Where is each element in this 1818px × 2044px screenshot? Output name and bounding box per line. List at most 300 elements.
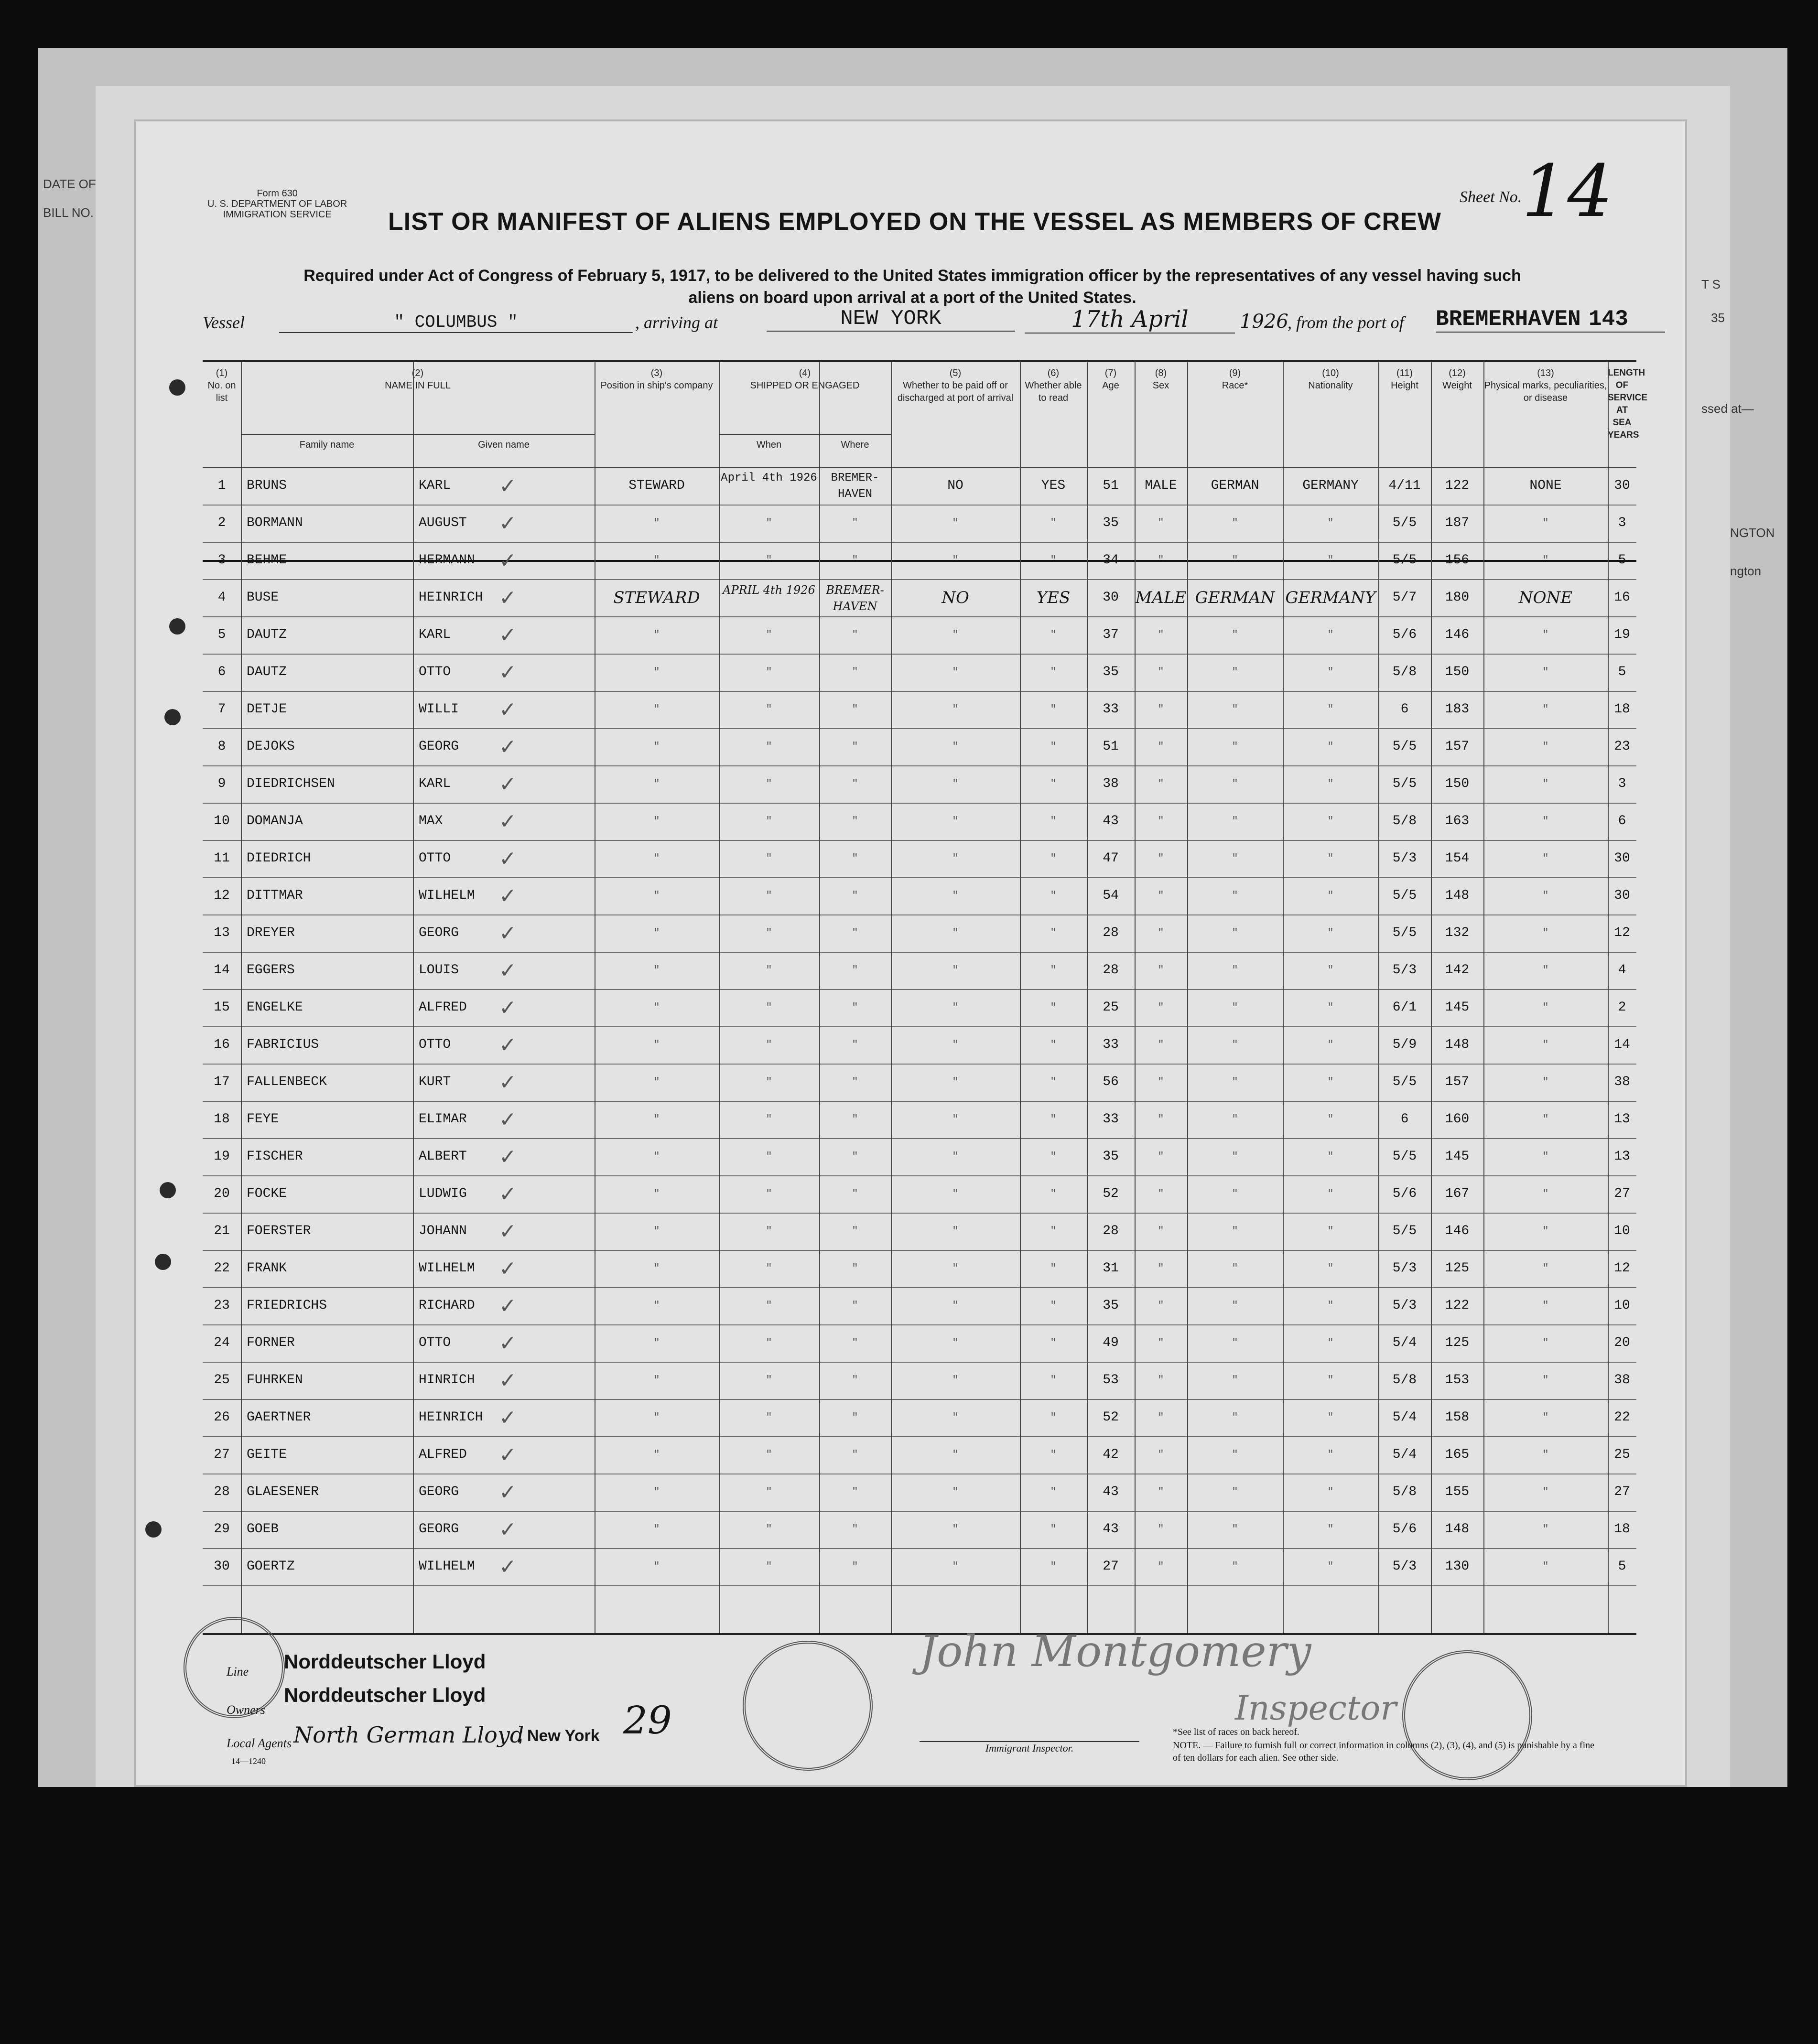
cell-race: " <box>1232 741 1238 753</box>
cell-weight: 154 <box>1445 851 1470 866</box>
cell-nationality: " <box>1327 1300 1334 1312</box>
column-title: Age <box>1102 380 1119 391</box>
check-mark-icon: ✓ <box>499 549 517 573</box>
shipped-subheader-rule <box>719 434 891 435</box>
cell-marks: " <box>1542 1337 1549 1349</box>
cell-family: FOCKE <box>247 1186 287 1201</box>
cell-race: " <box>1232 554 1238 566</box>
cell-position: " <box>653 1374 660 1386</box>
cell-given: LOUIS <box>419 963 459 978</box>
owners-label: Owners <box>227 1703 265 1717</box>
column-title: SHIPPED OR ENGAGED <box>750 380 860 391</box>
cell-nationality: GERMANY <box>1302 478 1359 493</box>
cell-sex: " <box>1158 554 1164 566</box>
margin-text-ts: T S <box>1701 277 1721 291</box>
cell-position: " <box>653 1337 660 1349</box>
cell-marks: " <box>1542 666 1549 678</box>
cell-height: 5/3 <box>1392 1261 1417 1276</box>
cell-service: 4 <box>1618 963 1626 978</box>
column-header-c14 <box>1608 367 1648 441</box>
check-mark-icon: ✓ <box>499 1257 517 1281</box>
cell-family: DEJOKS <box>247 739 295 754</box>
cell-read: " <box>1050 1374 1057 1386</box>
table-row <box>203 1175 1636 1214</box>
from-label: , from the port of <box>1288 313 1404 332</box>
cell-where: " <box>852 666 858 678</box>
cell-weight: 157 <box>1445 739 1470 754</box>
count-annotation: 29 <box>623 1698 672 1743</box>
cell-when: " <box>766 1039 772 1051</box>
cell-no: 10 <box>214 814 230 828</box>
cell-given: GEORG <box>419 1522 459 1537</box>
cell-nationality: " <box>1327 1523 1334 1535</box>
cell-position: " <box>653 517 660 529</box>
cell-nationality: " <box>1327 666 1334 678</box>
cell-service: 18 <box>1614 1522 1630 1537</box>
margin-text-35: 35 <box>1711 311 1725 325</box>
cell-no: 30 <box>214 1559 230 1574</box>
cell-nationality: " <box>1327 1039 1334 1051</box>
column-title: Race* <box>1222 380 1248 391</box>
cell-position: STEWARD <box>628 478 685 493</box>
cell-position: " <box>653 1076 660 1088</box>
punch-hole <box>169 379 185 396</box>
cell-family: FUHRKEN <box>247 1373 303 1388</box>
cell-paid: " <box>952 1337 959 1349</box>
cell-position: " <box>653 778 660 790</box>
form-department: U. S. DEPARTMENT OF LABOR <box>207 199 347 209</box>
check-mark-icon: ✓ <box>499 1294 517 1318</box>
cell-age: 43 <box>1103 1485 1119 1499</box>
cell-paid: " <box>952 517 959 529</box>
column-number: (10) <box>1322 368 1339 378</box>
table-row <box>203 914 1636 953</box>
cell-read: " <box>1050 1411 1057 1423</box>
cell-sex: " <box>1158 852 1164 864</box>
cell-age: 35 <box>1103 1298 1119 1313</box>
cell-nationality: " <box>1327 1001 1334 1013</box>
cell-height: 5/5 <box>1392 516 1417 530</box>
cell-height: 6/1 <box>1392 1000 1417 1015</box>
table-row <box>203 1399 1636 1437</box>
cell-read: " <box>1050 815 1057 827</box>
cell-sex: " <box>1158 927 1164 939</box>
cell-race: " <box>1232 629 1238 641</box>
cell-weight: 150 <box>1445 776 1470 791</box>
cell-race: " <box>1232 703 1238 715</box>
cell-family: GOEB <box>247 1522 279 1537</box>
subtitle-line-2: aliens on board upon arrival at a port of the United States. <box>688 289 1136 307</box>
cell-sex: " <box>1158 778 1164 790</box>
cell-family: FALLENBECK <box>247 1075 327 1089</box>
cell-position: " <box>653 1262 660 1274</box>
voyage-line <box>203 306 1636 341</box>
cell-weight: 155 <box>1445 1485 1470 1499</box>
cell-sex: " <box>1158 1337 1164 1349</box>
cell-race: " <box>1232 1188 1238 1200</box>
cell-position: " <box>653 1300 660 1312</box>
column-header-c2 <box>241 367 595 392</box>
cell-sex: " <box>1158 1113 1164 1125</box>
cell-race: " <box>1232 1411 1238 1423</box>
cell-race: " <box>1232 927 1238 939</box>
column-number: (8) <box>1155 368 1167 378</box>
subtitle-line-1: Required under Act of Congress of February 5, 1917, to be delivered to the United States immigration officer by the representatives of any vessel having such <box>303 267 1521 285</box>
cell-given: AUGUST <box>419 516 467 530</box>
column-header-c7 <box>1087 367 1135 392</box>
cell-paid: " <box>952 890 959 902</box>
cell-given: HINRICH <box>419 1373 475 1388</box>
cell-where: " <box>852 1449 858 1461</box>
column-rule <box>1608 362 1609 1633</box>
cell-nationality: " <box>1327 1151 1334 1162</box>
cell-marks: " <box>1542 1300 1549 1312</box>
cell-height: 5/8 <box>1392 1373 1417 1388</box>
cell-read: " <box>1050 1188 1057 1200</box>
table-row <box>203 1324 1636 1363</box>
cell-marks: " <box>1542 1039 1549 1051</box>
cell-family: FEYE <box>247 1112 279 1127</box>
cell-height: 5/5 <box>1392 1149 1417 1164</box>
column-title: Where <box>841 440 869 450</box>
cell-race: " <box>1232 1486 1238 1498</box>
cell-given: LUDWIG <box>419 1186 467 1201</box>
cell-when: " <box>766 1337 772 1349</box>
cell-when: " <box>766 1411 772 1423</box>
cell-read: YES <box>1041 478 1066 493</box>
cell-paid: " <box>952 703 959 715</box>
cell-position: " <box>653 1560 660 1572</box>
arriving-label: , arriving at <box>635 313 718 332</box>
cell-service: 30 <box>1614 851 1630 866</box>
cell-given: OTTO <box>419 1037 451 1052</box>
cell-nationality: " <box>1327 1262 1334 1274</box>
cell-sex: " <box>1158 1076 1164 1088</box>
cell-when: " <box>766 1188 772 1200</box>
column-number: (2) <box>411 368 424 378</box>
line-name: Norddeutscher Lloyd <box>284 1650 486 1673</box>
cell-family: GOERTZ <box>247 1559 295 1574</box>
column-header-c9 <box>1187 367 1283 392</box>
cell-position: " <box>653 815 660 827</box>
cell-paid: " <box>952 554 959 566</box>
cell-when: " <box>766 1001 772 1013</box>
cell-marks: " <box>1542 1188 1549 1200</box>
column-number: (13) <box>1537 368 1554 378</box>
cell-read: " <box>1050 1151 1057 1162</box>
cell-age: 47 <box>1103 851 1119 866</box>
cell-position: " <box>653 1039 660 1051</box>
cell-race: " <box>1232 815 1238 827</box>
cell-sex: " <box>1158 517 1164 529</box>
check-mark-icon: ✓ <box>499 1108 517 1132</box>
margin-text-washington-2: ngton <box>1730 564 1762 578</box>
cell-when: " <box>766 741 772 753</box>
column-rule <box>1483 362 1484 1633</box>
cell-position: " <box>653 1411 660 1423</box>
cell-height: 5/5 <box>1392 925 1417 940</box>
cell-no: 17 <box>214 1075 230 1089</box>
cell-no: 20 <box>214 1186 230 1201</box>
cell-age: 34 <box>1103 553 1119 568</box>
column-header-c4 <box>719 367 891 392</box>
sheet-number: 14 <box>1522 150 1613 233</box>
cell-height: 5/4 <box>1392 1447 1417 1462</box>
cell-no: 29 <box>214 1522 230 1537</box>
cell-where: " <box>852 1188 858 1200</box>
cell-paid: " <box>952 1411 959 1423</box>
cell-paid: " <box>952 1188 959 1200</box>
cell-service: 30 <box>1614 478 1630 493</box>
cell-when: " <box>766 629 772 641</box>
cell-nationality: " <box>1327 815 1334 827</box>
column-title: When <box>756 440 782 450</box>
cell-age: 53 <box>1103 1373 1119 1388</box>
check-mark-icon: ✓ <box>499 996 517 1020</box>
cell-where: BREMER-HAVEN <box>826 583 884 613</box>
cell-weight: 122 <box>1445 478 1470 493</box>
check-mark-icon: ✓ <box>499 1145 517 1169</box>
cell-where: " <box>852 964 858 976</box>
cell-marks: " <box>1542 703 1549 715</box>
cell-nationality: " <box>1327 629 1334 641</box>
cell-weight: 157 <box>1445 1075 1470 1089</box>
table-row <box>203 840 1636 878</box>
cell-read: " <box>1050 778 1057 790</box>
races-note: *See list of races on back hereof. <box>1173 1727 1299 1737</box>
punch-hole <box>155 1254 171 1270</box>
cell-height: 5/5 <box>1392 553 1417 568</box>
check-mark-icon: ✓ <box>499 772 517 796</box>
cell-height: 6 <box>1400 1112 1409 1127</box>
cell-height: 5/8 <box>1392 1485 1417 1499</box>
cell-service: 27 <box>1614 1186 1630 1201</box>
table-row <box>203 952 1636 990</box>
cell-given: HEINRICH <box>419 590 483 605</box>
table-row <box>203 1548 1636 1586</box>
cell-sex: " <box>1158 1486 1164 1498</box>
cell-given: WILHELM <box>419 1559 475 1574</box>
cell-age: 54 <box>1103 888 1119 903</box>
cell-when: " <box>766 703 772 715</box>
cell-paid: " <box>952 1076 959 1088</box>
cell-age: 28 <box>1103 1224 1119 1238</box>
column-header-c12 <box>1431 367 1483 392</box>
cell-service: 16 <box>1614 590 1630 605</box>
table-row <box>203 1026 1636 1065</box>
cell-weight: 180 <box>1445 590 1470 605</box>
cell-nationality: " <box>1327 1188 1334 1200</box>
cell-family: BORMANN <box>247 516 303 530</box>
table-row <box>203 803 1636 841</box>
agents-label: Local Agents <box>227 1736 292 1750</box>
cell-service: 12 <box>1614 925 1630 940</box>
column-number: (5) <box>949 368 962 378</box>
cell-service: 14 <box>1614 1037 1630 1052</box>
cell-where: " <box>852 1523 858 1535</box>
cell-sex: " <box>1158 1151 1164 1162</box>
column-title: No. on list <box>207 380 236 403</box>
cell-marks: " <box>1542 1411 1549 1423</box>
cell-marks: " <box>1542 1151 1549 1162</box>
cell-no: 1 <box>217 478 226 493</box>
punch-hole <box>164 709 181 725</box>
cell-height: 5/9 <box>1392 1037 1417 1052</box>
cell-height: 4/11 <box>1388 478 1421 493</box>
cell-race: " <box>1232 1225 1238 1237</box>
table-row <box>203 654 1636 692</box>
table-row <box>203 691 1636 729</box>
cell-no: 4 <box>217 590 226 605</box>
column-header-c13 <box>1483 367 1608 404</box>
cell-paid: " <box>952 1523 959 1535</box>
cell-sex: " <box>1158 1411 1164 1423</box>
cell-when: " <box>766 1523 772 1535</box>
cell-family: FORNER <box>247 1335 295 1350</box>
cell-when: " <box>766 1374 772 1386</box>
cell-marks: " <box>1542 964 1549 976</box>
cell-nationality: " <box>1327 1337 1334 1349</box>
cell-position: " <box>653 890 660 902</box>
cell-no: 12 <box>214 888 230 903</box>
cell-read: " <box>1050 1449 1057 1461</box>
column-rule <box>819 362 820 1633</box>
cell-weight: 125 <box>1445 1261 1470 1276</box>
cell-age: 52 <box>1103 1410 1119 1425</box>
cell-age: 30 <box>1103 590 1119 605</box>
cell-race: " <box>1232 1523 1238 1535</box>
cell-where: " <box>852 703 858 715</box>
cell-race: " <box>1232 1560 1238 1572</box>
column-number: (11) <box>1396 368 1413 378</box>
column-number: (6) <box>1047 368 1060 378</box>
trip-number: 143 <box>1589 307 1628 332</box>
cell-weight: 145 <box>1445 1000 1470 1015</box>
cell-given: GEORG <box>419 925 459 940</box>
table-row <box>203 542 1636 580</box>
cell-read: " <box>1050 666 1057 678</box>
cell-when: " <box>766 1076 772 1088</box>
cell-service: 6 <box>1618 814 1626 828</box>
cell-height: 5/3 <box>1392 1559 1417 1574</box>
cell-no: 16 <box>214 1037 230 1052</box>
cell-weight: 145 <box>1445 1149 1470 1164</box>
cell-weight: 130 <box>1445 1559 1470 1574</box>
column-header-c2a <box>241 439 413 451</box>
cell-no: 21 <box>214 1224 230 1238</box>
column-header-c5 <box>891 367 1020 404</box>
cell-family: DIEDRICHSEN <box>247 776 335 791</box>
cell-race: " <box>1232 1262 1238 1274</box>
cell-sex: " <box>1158 1300 1164 1312</box>
cell-race: " <box>1232 1039 1238 1051</box>
cell-height: 5/3 <box>1392 851 1417 866</box>
cell-when: " <box>766 815 772 827</box>
cell-height: 5/5 <box>1392 776 1417 791</box>
sheet-label: Sheet No. <box>1460 188 1522 206</box>
cell-when: " <box>766 517 772 529</box>
punch-hole <box>160 1182 176 1198</box>
cell-nationality: " <box>1327 1486 1334 1498</box>
cell-when: " <box>766 1560 772 1572</box>
cell-height: 5/4 <box>1392 1335 1417 1350</box>
cell-race: " <box>1232 1374 1238 1386</box>
cell-no: 5 <box>217 627 226 642</box>
cell-race: " <box>1232 852 1238 864</box>
table-row <box>203 1250 1636 1288</box>
cell-where: " <box>852 1374 858 1386</box>
cell-paid: " <box>952 1113 959 1125</box>
cell-no: 26 <box>214 1410 230 1425</box>
cell-weight: 156 <box>1445 553 1470 568</box>
cell-no: 23 <box>214 1298 230 1313</box>
cell-age: 43 <box>1103 1522 1119 1537</box>
column-rule <box>1020 362 1021 1633</box>
cell-paid: " <box>952 1039 959 1051</box>
check-mark-icon: ✓ <box>499 586 517 610</box>
cell-weight: 148 <box>1445 1037 1470 1052</box>
cell-sex: " <box>1158 1039 1164 1051</box>
vessel-label: Vessel <box>203 313 245 332</box>
cell-marks: " <box>1542 1225 1549 1237</box>
cell-height: 5/6 <box>1392 1186 1417 1201</box>
cell-marks: " <box>1542 1523 1549 1535</box>
cell-height: 5/5 <box>1392 888 1417 903</box>
cell-read: " <box>1050 852 1057 864</box>
cell-marks: " <box>1542 815 1549 827</box>
cell-where: " <box>852 927 858 939</box>
cell-position: " <box>653 1113 660 1125</box>
check-mark-icon: ✓ <box>499 623 517 647</box>
cell-position: " <box>653 1449 660 1461</box>
manifest-sheet <box>134 119 1687 1787</box>
cell-where: " <box>852 517 858 529</box>
cell-family: DITTMAR <box>247 888 303 903</box>
cell-paid: NO <box>947 478 963 493</box>
cell-age: 33 <box>1103 702 1119 717</box>
cell-nationality: " <box>1327 852 1334 864</box>
cell-when: " <box>766 778 772 790</box>
cell-where: " <box>852 629 858 641</box>
table-row <box>203 1101 1636 1139</box>
check-mark-icon: ✓ <box>499 884 517 908</box>
check-mark-icon: ✓ <box>499 1368 517 1393</box>
column-rule <box>1431 362 1432 1633</box>
cell-height: 5/4 <box>1392 1410 1417 1425</box>
margin-text-date: DATE OF <box>43 177 96 191</box>
cell-no: 11 <box>214 851 230 866</box>
consulate-stamp-bremen <box>743 1641 873 1771</box>
cell-family: ENGELKE <box>247 1000 303 1015</box>
cell-read: " <box>1050 1337 1057 1349</box>
table-row <box>203 877 1636 915</box>
cell-age: 33 <box>1103 1112 1119 1127</box>
cell-given: WILHELM <box>419 1261 475 1276</box>
cell-race: GERMAN <box>1211 478 1259 493</box>
cell-no: 7 <box>217 702 226 717</box>
cell-sex: MALE <box>1145 478 1177 493</box>
cell-paid: " <box>952 629 959 641</box>
cell-weight: 146 <box>1445 1224 1470 1238</box>
cell-given: OTTO <box>419 665 451 679</box>
table-row <box>203 1064 1636 1102</box>
table-row <box>203 467 1636 506</box>
cell-family: BEHME <box>247 553 287 568</box>
table-row <box>203 765 1636 804</box>
cell-nationality: " <box>1327 1113 1334 1125</box>
cell-read: " <box>1050 554 1057 566</box>
cell-race: " <box>1232 1337 1238 1349</box>
